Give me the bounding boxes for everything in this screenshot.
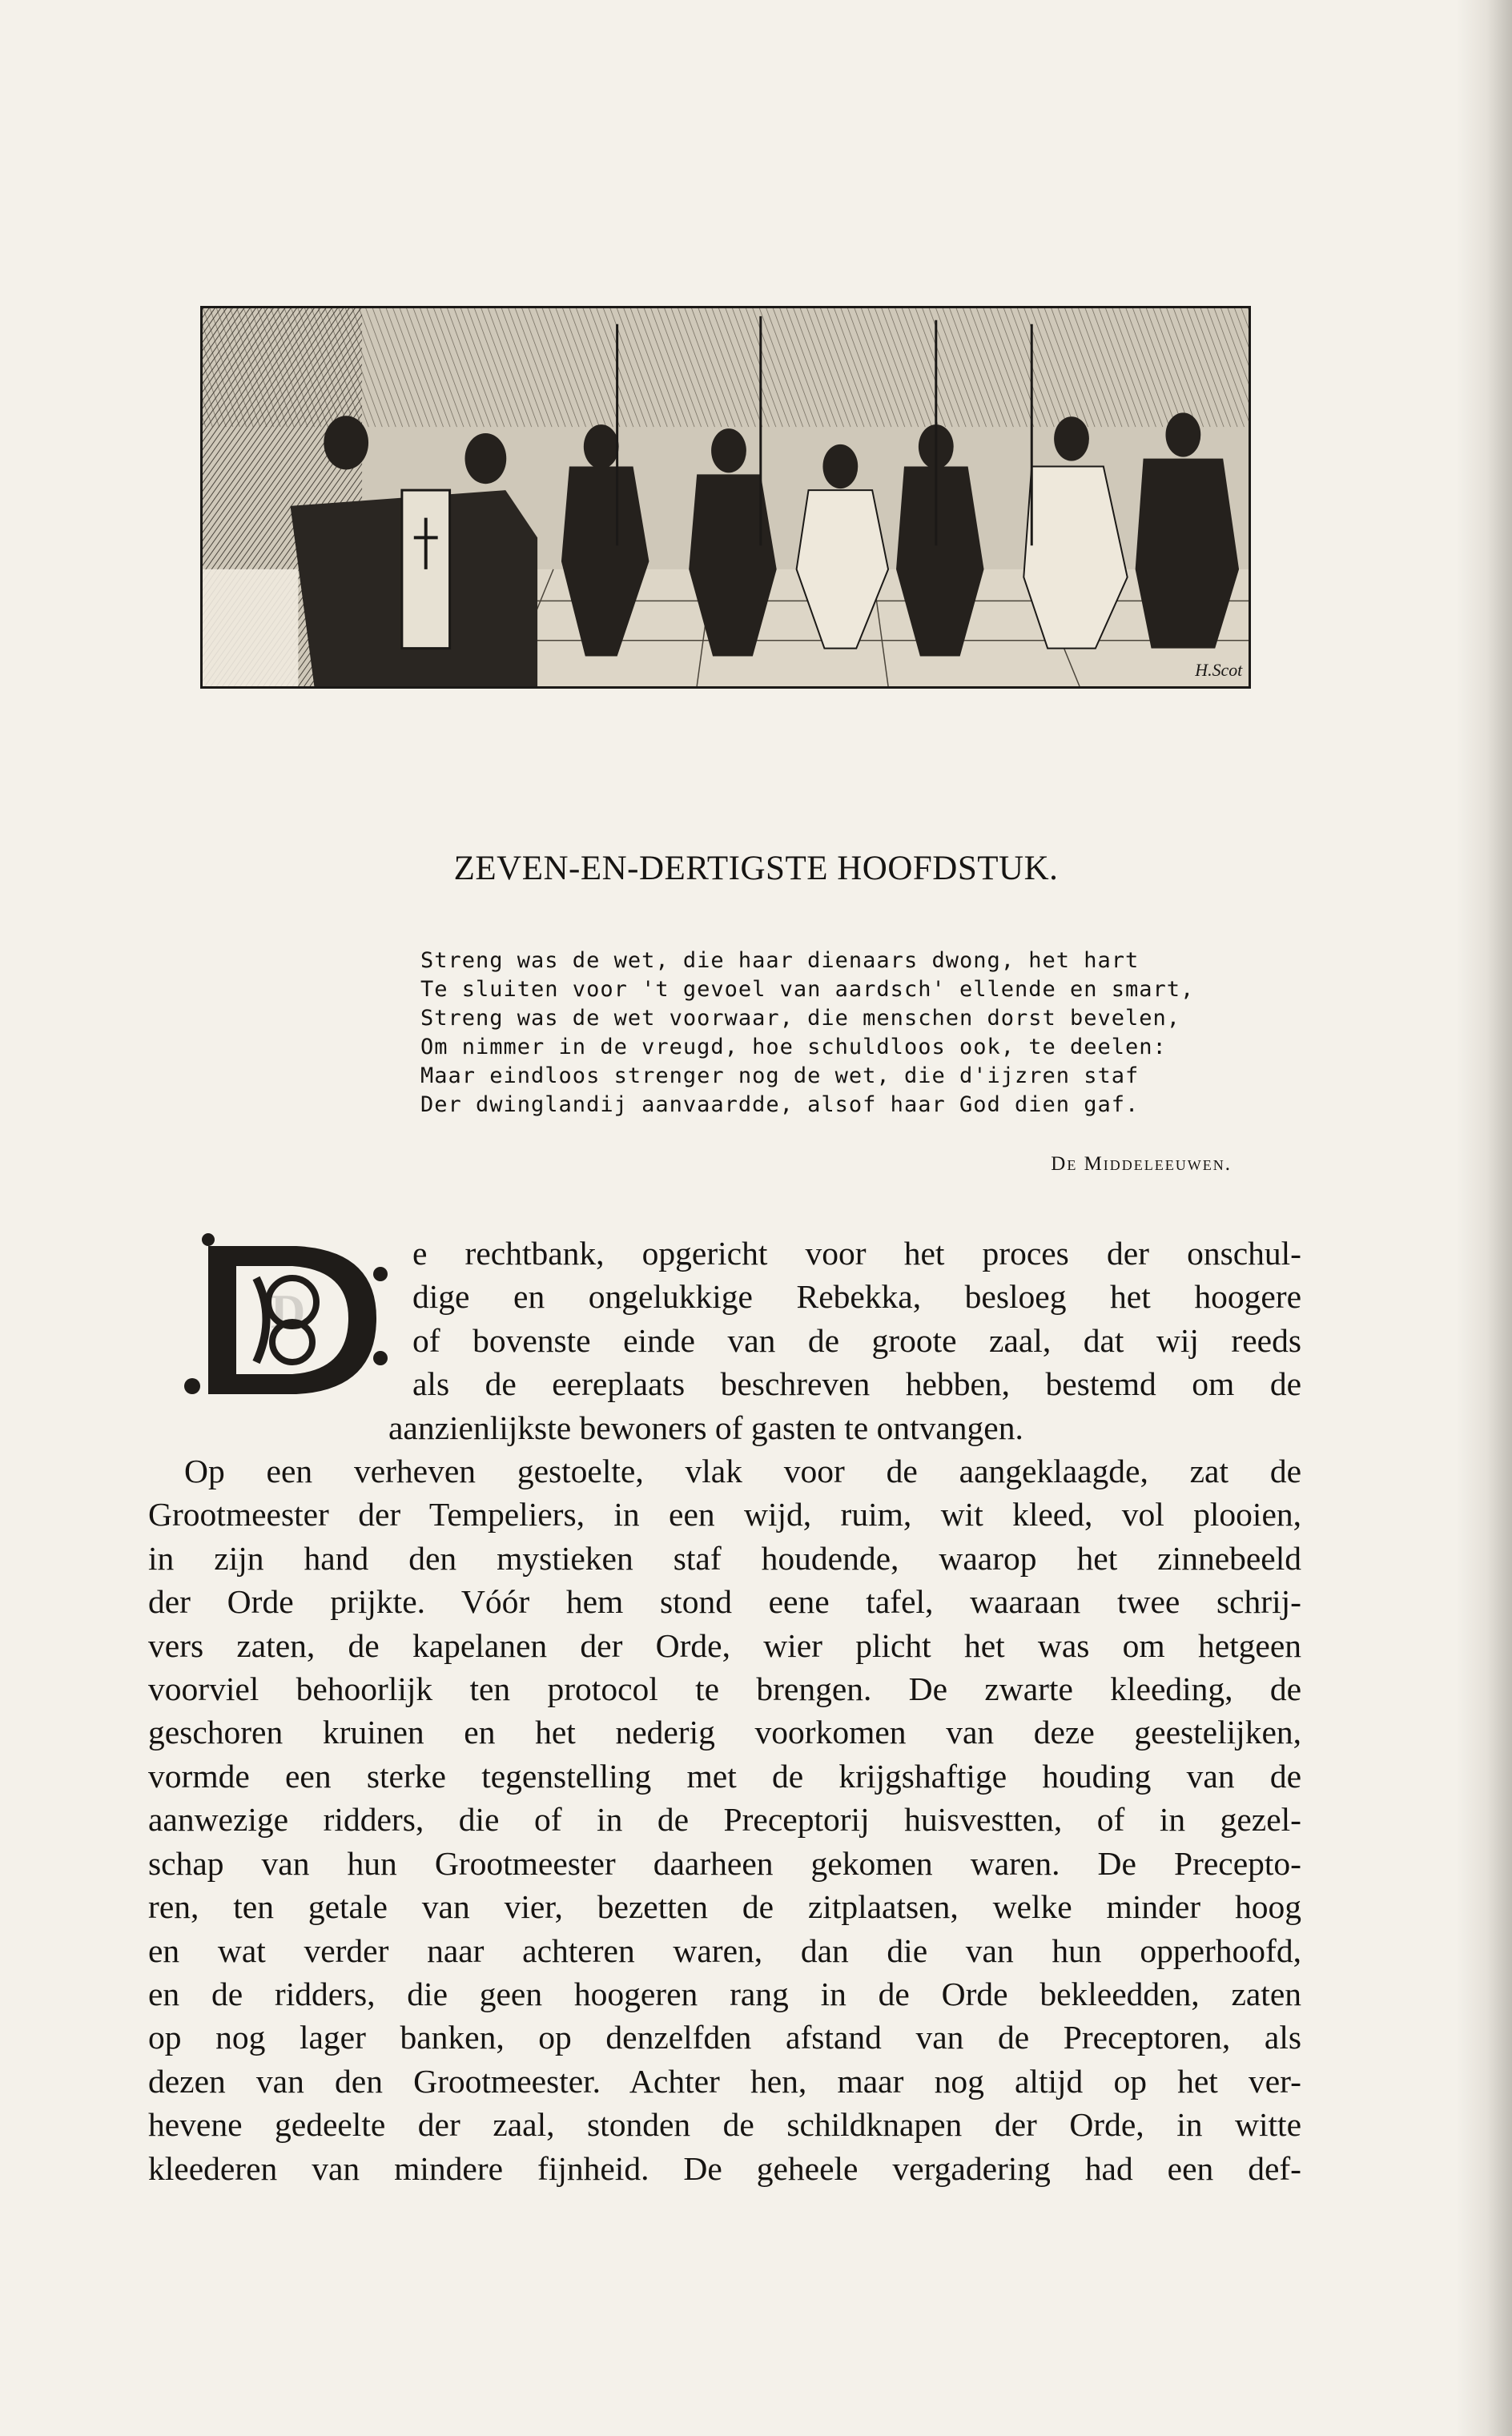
text-line: kleederen van mindere fijnheid. De geheele vergadering had een def- bbox=[148, 2149, 1301, 2187]
text-line: aanzienlijkste bewoners of gasten te ontvangen. bbox=[388, 1409, 1023, 1446]
initial-letter: D bbox=[271, 1285, 306, 1338]
epigraph-poem bbox=[420, 947, 1245, 1120]
text-line: vers zaten, de kapelanen der Orde, wier plicht het was om hetgeen bbox=[148, 1626, 1301, 1664]
chapter-title: ZEVEN-EN-DERTIGSTE HOOFDSTUK. bbox=[453, 850, 1059, 887]
poem-line: Om nimmer in de vreugd, hoe schuldloos ook, te deelen: bbox=[420, 1035, 1167, 1059]
text-line: der Orde prijkte. Vóór hem stond eene tafel, waaraan twee schrij- bbox=[148, 1583, 1301, 1621]
text-line: dige en ongelukkige Rebekka, besloeg het hoogere bbox=[412, 1278, 1301, 1316]
poem-line: Streng was de wet voorwaar, die menschen dorst bevelen, bbox=[420, 1006, 1181, 1031]
text-line: of bovenste einde van de groote zaal, dat wij reeds bbox=[412, 1321, 1301, 1359]
text-line: Grootmeester der Tempeliers, in een wijd, ruim, wit kleed, vol plooien, bbox=[148, 1496, 1301, 1534]
poem-line: Te sluiten voor 't gevoel van aardsch' ellende en smart, bbox=[420, 977, 1195, 1002]
text-line: Op een verheven gestoelte, vlak voor de aangeklaagde, zat de bbox=[184, 1453, 1301, 1490]
text-line: op nog lager banken, op denzelfden afstand van de Preceptoren, als bbox=[148, 2019, 1301, 2056]
text-line: ren, ten getale van vier, bezetten de zitplaatsen, welke minder hoog bbox=[148, 1888, 1301, 1926]
text-line: e rechtbank, opgericht voor het proces der onschul- bbox=[412, 1235, 1301, 1272]
poem-attribution: De Middeleeuwen. bbox=[1051, 1153, 1232, 1175]
poem-line: Maar eindloos strenger nog de wet, die d'ijzren staf bbox=[420, 1063, 1140, 1088]
text-line: aanwezige ridders, die of in de Preceptorij huisvestten, of in gezel- bbox=[148, 1801, 1301, 1839]
poem-line: Der dwinglandij aanvaardde, alsof haar God dien gaf. bbox=[420, 1092, 1140, 1117]
body-text bbox=[148, 1232, 1301, 2190]
text-line: geschoren kruinen en het nederig voorkomen van deze geestelijken, bbox=[148, 1714, 1301, 1751]
text-line: in zijn hand den mystieken staf houdende, waarop het zinnebeeld bbox=[148, 1539, 1301, 1577]
text-line: hevene gedeelte der zaal, stonden de schildknapen der Orde, in witte bbox=[148, 2106, 1301, 2144]
text-line: schap van hun Grootmeester daarheen gekomen waren. De Precepto- bbox=[148, 1844, 1301, 1882]
page-edge-shadow bbox=[1456, 0, 1512, 2436]
illustration-signature: H.Scot bbox=[1195, 661, 1243, 681]
text-line: en de ridders, die geen hoogeren rang in de Orde bekleedden, zaten bbox=[148, 1975, 1301, 2012]
text-line: vormde een sterke tegenstelling met de krijgshaftige houding van de bbox=[148, 1757, 1301, 1795]
text-line: als de eereplaats beschreven hebben, bestemd om de bbox=[412, 1365, 1301, 1403]
text-line: en wat verder naar achteren waren, dan die van hun opperhoofd, bbox=[148, 1932, 1301, 1969]
chapter-illustration bbox=[200, 306, 1251, 689]
text-line: voorviel behoorlijk ten protocol te brengen. De zwarte kleeding, de bbox=[148, 1670, 1301, 1708]
poem-line: Streng was de wet, die haar dienaars dwong, het hart bbox=[420, 948, 1140, 973]
text-line: dezen van den Grootmeester. Achter hen, maar nog altijd op het ver- bbox=[148, 2062, 1301, 2100]
